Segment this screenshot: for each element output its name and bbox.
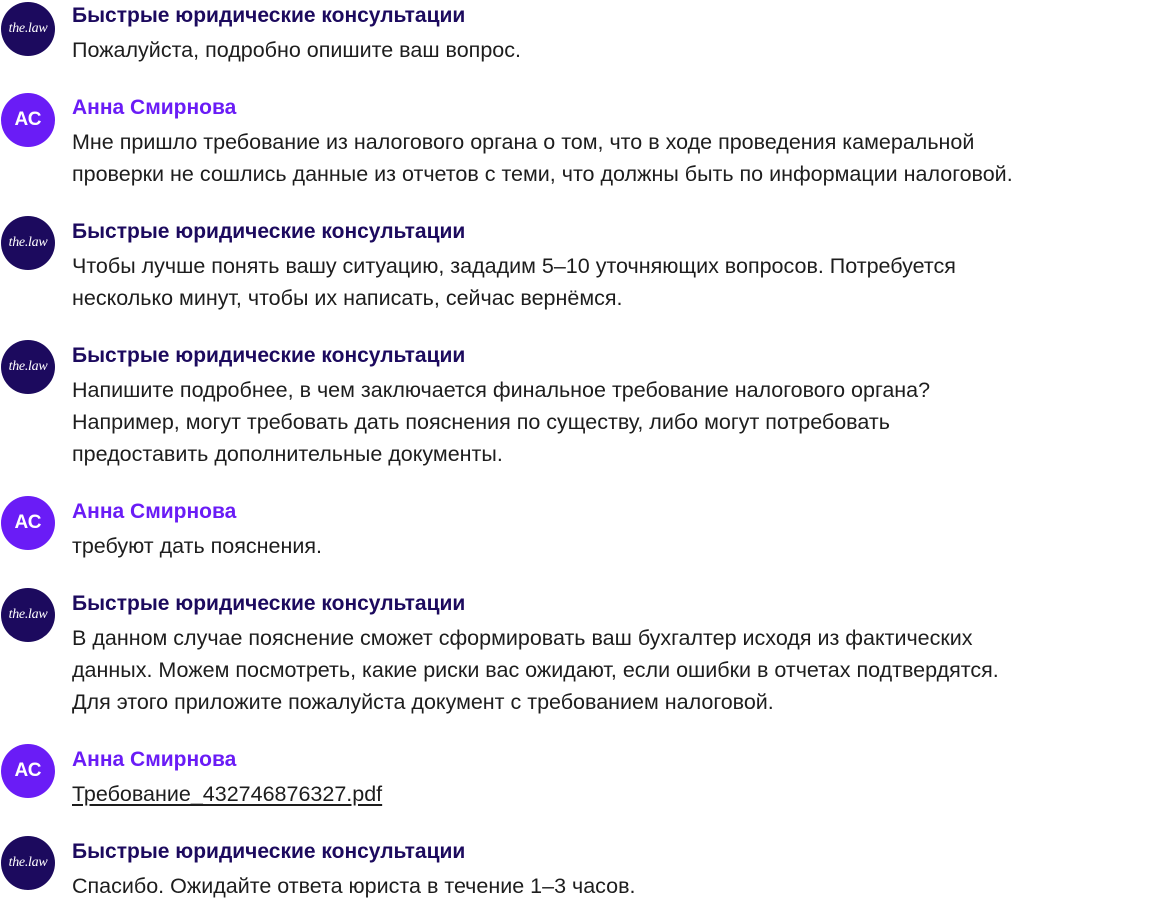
sender-name: Анна Смирнова	[72, 96, 237, 119]
sender-name: Быстрые юридические консультации	[72, 220, 466, 243]
law-avatar: the.law	[1, 216, 55, 270]
message-line: В данном случае пояснение сможет сформировать ваш бухгалтер исходя из фактических	[72, 626, 973, 650]
user-avatar: АС	[1, 93, 55, 147]
law-avatar: the.law	[1, 836, 55, 890]
message-line: несколько минут, чтобы их написать, сейчас вернёмся.	[72, 286, 623, 310]
law-avatar: the.law	[1, 2, 55, 56]
attachment-link[interactable]: Требование_432746876327.pdf	[72, 782, 383, 806]
message-text	[72, 622, 1157, 718]
sender-name: Быстрые юридические консультации	[72, 840, 466, 863]
sender-name: Быстрые юридические консультации	[72, 4, 466, 27]
sender-name: Анна Смирнова	[72, 748, 237, 771]
message-line: Напишите подробнее, в чем заключается финальное требование налогового органа?	[72, 378, 931, 402]
message-line: Для этого приложите пожалуйста документ с требованием налоговой.	[72, 690, 774, 714]
sender-name: Анна Смирнова	[72, 500, 237, 523]
message-line: Например, могут требовать дать пояснения по существу, либо могут потребовать	[72, 410, 890, 434]
message-line: Чтобы лучше понять вашу ситуацию, зададим 5–10 уточняющих вопросов. Потребуется	[72, 254, 956, 278]
message-text	[72, 126, 1157, 190]
message-text	[72, 34, 1157, 66]
message-text	[72, 778, 1157, 810]
user-avatar: АС	[1, 496, 55, 550]
message-line: Пожалуйста, подробно опишите ваш вопрос.	[72, 38, 521, 62]
attachment-line	[72, 778, 1157, 810]
user-avatar: АС	[1, 744, 55, 798]
message-text	[72, 374, 1157, 470]
message-text	[72, 870, 1157, 902]
law-avatar: the.law	[1, 340, 55, 394]
message-line: проверки не сошлись данные из отчетов с теми, что должны быть по информации налоговой.	[72, 162, 1013, 186]
message-line: данных. Можем посмотреть, какие риски вас ожидают, если ошибки в отчетах подтвердятся.	[72, 658, 999, 682]
sender-name: Быстрые юридические консультации	[72, 592, 466, 615]
message-line: требуют дать пояснения.	[72, 534, 322, 558]
sender-name: Быстрые юридические консультации	[72, 344, 466, 367]
message-text	[72, 250, 1157, 314]
message-line: предоставить дополнительные документы.	[72, 442, 503, 466]
message-line: Мне пришло требование из налогового органа о том, что в ходе проведения камеральной	[72, 130, 975, 154]
law-avatar: the.law	[1, 588, 55, 642]
message-line: Спасибо. Ожидайте ответа юриста в течение 1–3 часов.	[72, 874, 636, 898]
message-text	[72, 530, 1157, 562]
